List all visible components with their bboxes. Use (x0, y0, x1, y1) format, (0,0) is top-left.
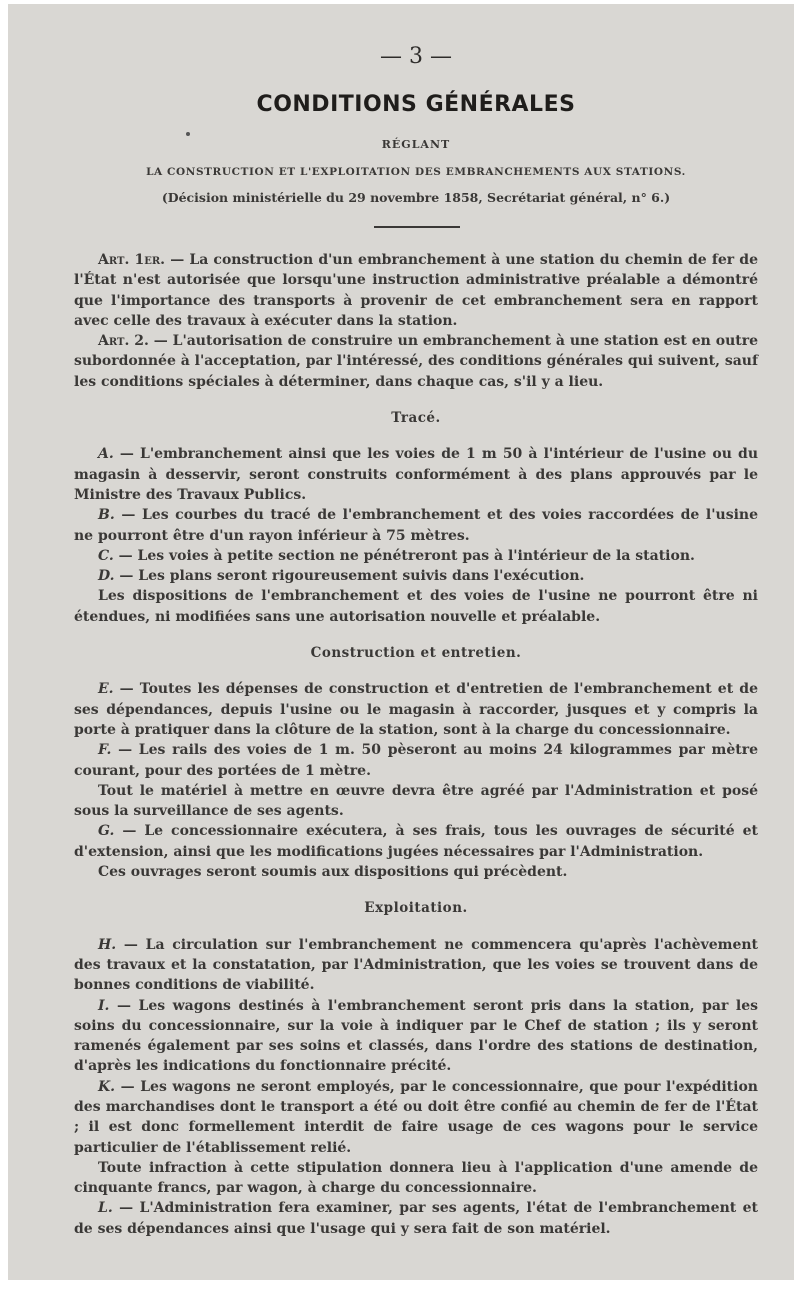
clause-k (74, 1077, 758, 1158)
clause-text: — L'Administration fera examiner, par ses agents, l'état de l'embranchement et de ses dépendances ainsi que l'usage qui y sera fait de son matériel. (74, 1200, 758, 1237)
divider-rule (374, 226, 460, 228)
clause-label: B. (98, 507, 115, 524)
clause-text: — Les rails des voies de 1 m. 50 pèseront au moins 24 kilogrammes par mètre courant, pour des portées de 1 mètre. (74, 742, 758, 779)
clause-text: — Le concessionnaire exécutera, à ses frais, tous les ouvrages de sécurité et d'extension, ainsi que les modifications jugées nécessaires par l'Administration. (74, 823, 758, 860)
clause-b (74, 505, 758, 546)
clause-label: I. (98, 997, 110, 1014)
clause-i (74, 996, 758, 1077)
clause-g (74, 821, 758, 862)
clause-label: A. (98, 446, 114, 463)
clause-text: — Toutes les dépenses de construction et d'entretien de l'embranchement et de ses dépendances, depuis l'usine ou le magasin à raccorder, jusques et y compris la porte à pratiquer dans la clôture de la station, sont à la charge du concessionnaire. (74, 681, 758, 738)
clause-label: D. (98, 568, 115, 585)
clause-a (74, 444, 758, 505)
article-2 (74, 331, 758, 392)
clause-h (74, 935, 758, 996)
clause-e (74, 679, 758, 740)
decision-reference: (Décision ministérielle du 29 novembre 1858, Secrétariat général, n° 6.) (161, 190, 671, 205)
clause-f (74, 740, 758, 781)
article-label: Art. 2. (98, 333, 149, 350)
clause-text: — Les plans seront rigoureusement suivis dans l'exécution. (114, 568, 585, 585)
article-text: — La construction d'un embranchement à une station du chemin de fer de l'État n'est autorisée que lorsqu'une instruction administrative préalable a démontré que l'importance des transports à provenir de cet embranchement sera en rapport avec celle des travaux à exécuter dans la station. (74, 252, 758, 329)
subtitle-detail: LA CONSTRUCTION ET L'EXPLOITATION DES EMBRANCHEMENTS AUX STATIONS. (146, 166, 686, 178)
page-title: CONDITIONS GÉNÉRALES (256, 92, 576, 117)
clause-text: — Les wagons ne seront employés, par le concessionnaire, que pour l'expédition des marchandises dont le transport a été ou doit être confié au chemin de fer de l'État ; il est donc formellement interdit de faire usage de ces wagons pour le service particulier de l'établissement relié. (74, 1078, 758, 1156)
ink-speck (186, 132, 190, 136)
clause-label: G. (98, 823, 115, 840)
document-page (8, 4, 794, 1280)
clause-d (74, 566, 758, 586)
clause-d-extra: Les dispositions de l'embranchement et des voies de l'usine ne pourront être ni étendues, ni modifiées sans une autorisation nouvelle et préalable. (74, 588, 758, 625)
article-label: Art. 1er. (98, 252, 166, 268)
clause-text: — Les courbes du tracé de l'embranchement et des voies raccordées de l'usine ne pourront être d'un rayon inférieur à 75 mètres. (74, 507, 758, 544)
clause-label: K. (98, 1078, 116, 1095)
section-heading-trace: Tracé. (391, 410, 441, 427)
subtitle: RÉGLANT (381, 138, 451, 151)
clause-label: H. (98, 936, 117, 953)
clause-label: F. (98, 742, 112, 759)
clause-l (74, 1198, 758, 1239)
section-heading-construction: Construction et entretien. (310, 645, 522, 662)
clause-f-extra: Tout le matériel à mettre en œuvre devra être agréé par l'Administration et posé sous la surveillance de ses agents. (74, 782, 758, 820)
article-1 (74, 250, 758, 331)
clause-label: C. (98, 547, 114, 564)
clause-text: — Les voies à petite section ne pénétreront pas à l'intérieur de la station. (113, 547, 695, 564)
section-heading-exploitation: Exploitation. (364, 900, 468, 917)
clause-g-extra: Ces ouvrages seront soumis aux dispositions qui précèdent. (98, 864, 568, 881)
clause-k-extra: Toute infraction à cette stipulation donnera lieu à l'application d'une amende de cinquante francs, par wagon, à charge du concessionnaire. (74, 1159, 758, 1197)
clause-label: E. (98, 681, 114, 698)
page-number: — 3 — (380, 44, 452, 69)
clause-text: — Les wagons destinés à l'embranchement seront pris dans la station, par les soins du concessionnaire, sur la voie à indiquer par le Chef de station ; ils y seront ramenés également par ses soins et classés, dans l'ordre des stations de destination, d'après les indications du fonctionnaire précité. (74, 997, 758, 1075)
clause-c (74, 546, 758, 566)
document-body (74, 250, 758, 1239)
clause-label: L. (98, 1200, 113, 1217)
article-text: — L'autorisation de construire un embranchement à une station est en outre subordonnée à l'acceptation, par l'intéressé, des conditions générales qui suivent, sauf les conditions spéciales à déterminer, dans chaque cas, s'il y a lieu. (74, 333, 759, 390)
clause-text: — L'embranchement ainsi que les voies de 1 m 50 à l'intérieur de l'usine ou du magasin à desservir, seront construits conformément à des plans approuvés par le Ministre des Travaux Publics. (74, 446, 758, 503)
clause-text: — La circulation sur l'embranchement ne commencera qu'après l'achèvement des travaux et la constatation, par l'Administration, que les voies se trouvent dans de bonnes conditions de viabilité. (74, 936, 758, 994)
